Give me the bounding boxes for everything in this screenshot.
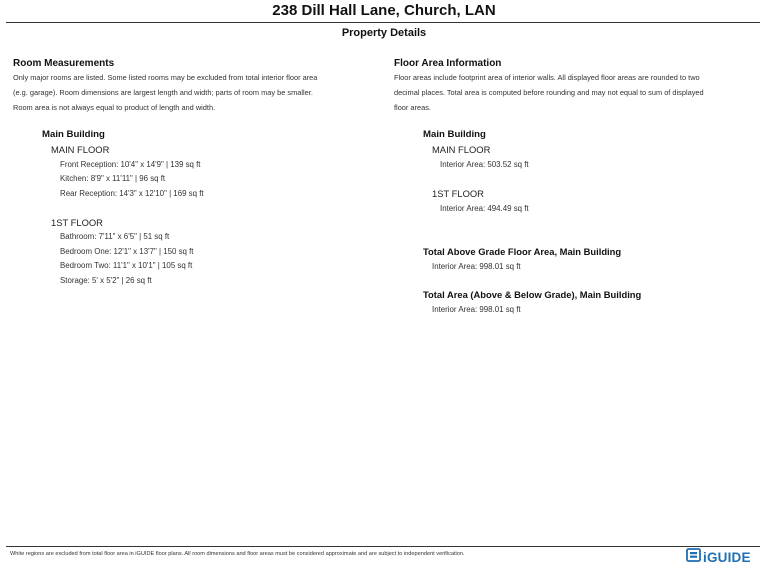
- area-floor-name-main: MAIN FLOOR: [432, 144, 491, 155]
- total-area-value: Interior Area: 998.01 sq ft: [432, 305, 521, 314]
- footer-divider: [6, 546, 760, 547]
- footer-disclaimer: White regions are excluded from total floor area in iGUIDE floor plans. All room dimensions and floor areas must be considered approximate and are subject to independent verification.: [10, 551, 465, 557]
- room-item: Front Reception: 10'4" x 14'9" | 139 sq ft: [60, 160, 201, 169]
- room-item: Bedroom Two: 11'1" x 10'1" | 105 sq ft: [60, 261, 193, 270]
- property-details-subtitle: Property Details: [341, 27, 427, 39]
- room-measurements-heading: Room Measurements: [13, 58, 115, 69]
- iguide-logo-text: iGUIDE: [703, 549, 751, 565]
- floor-area-heading: Floor Area Information: [394, 58, 502, 69]
- room-item: Bathroom: 7'11" x 6'5" | 51 sq ft: [60, 232, 170, 241]
- note-line: floor areas.: [394, 103, 431, 112]
- area-building-name: Main Building: [423, 129, 486, 140]
- total-area-label: Total Area (Above & Below Grade), Main Building: [423, 289, 642, 300]
- room-item: Bedroom One: 12'1" x 13'7" | 150 sq ft: [60, 247, 194, 256]
- total-above-grade-label: Total Above Grade Floor Area, Main Building: [423, 246, 622, 257]
- property-address-title: 238 Dill Hall Lane, Church, LAN: [272, 2, 496, 19]
- note-line: decimal places. Total area is computed before rounding and may not equal to sum of displayed: [394, 88, 704, 97]
- interior-area-value: Interior Area: 494.49 sq ft: [440, 204, 529, 213]
- room-item: Storage: 5' x 5'2" | 26 sq ft: [60, 276, 152, 285]
- iguide-logo: [686, 549, 751, 565]
- total-above-grade-value: Interior Area: 998.01 sq ft: [432, 262, 521, 271]
- note-line: Room area is not always equal to product of length and width.: [13, 103, 216, 112]
- room-building-name: Main Building: [42, 129, 105, 140]
- room-item: Rear Reception: 14'3" x 12'10" | 169 sq ft: [60, 189, 204, 198]
- note-line: Floor areas include footprint area of interior walls. All displayed floor areas are rounded to two: [394, 73, 700, 82]
- note-line: (e.g. garage). Room dimensions are largest length and width; parts of room may be smaller.: [13, 88, 313, 97]
- interior-area-value: Interior Area: 503.52 sq ft: [440, 160, 529, 169]
- floor-name-first: 1ST FLOOR: [51, 217, 103, 228]
- room-measurements-note: [13, 70, 317, 115]
- header-divider: [6, 22, 760, 23]
- iguide-logo-icon: [686, 548, 701, 567]
- floor-name-main: MAIN FLOOR: [51, 144, 110, 155]
- floor-area-note: [394, 70, 704, 115]
- room-item: Kitchen: 8'9" x 11'11" | 96 sq ft: [60, 174, 166, 183]
- note-line: Only major rooms are listed. Some listed rooms may be excluded from total interior floor area: [13, 73, 318, 82]
- area-floor-name-first: 1ST FLOOR: [432, 188, 484, 199]
